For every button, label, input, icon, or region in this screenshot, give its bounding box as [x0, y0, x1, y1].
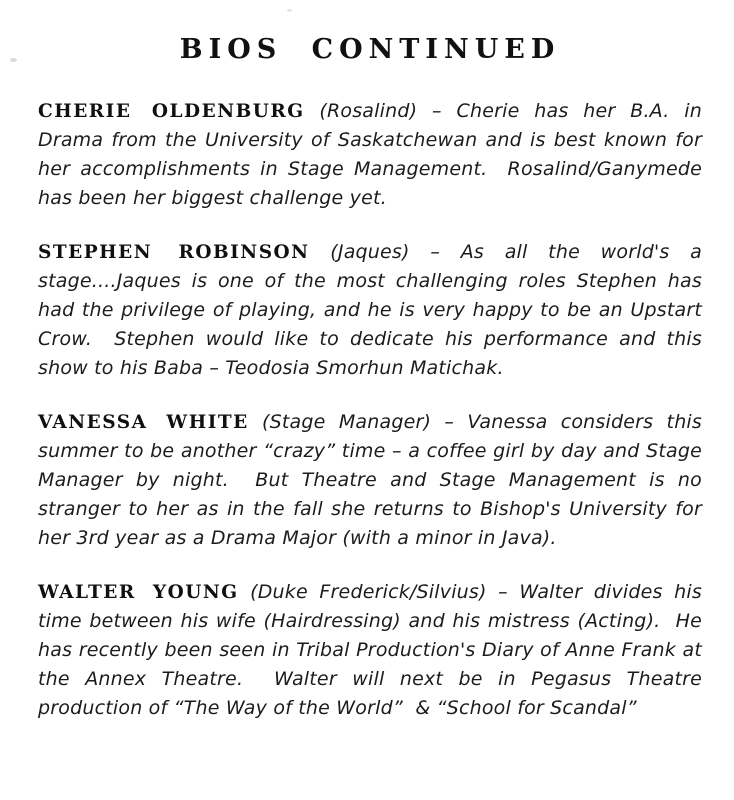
bio-entry-cherie-oldenburg [38, 97, 709, 213]
bio-role: (Jaques) [330, 241, 410, 263]
bio-name: VANESSA WHITE [38, 412, 249, 433]
bio-name: CHERIE OLDENBURG [38, 101, 305, 122]
bio-paragraph [38, 238, 709, 383]
bio-dash: – [430, 241, 441, 263]
bio-paragraph [38, 578, 709, 723]
bio-text: Vanessa considers this summer to be another “crazy” time – a coffee girl by day and Stage Manager by night. But Theatre and Stage Management is no stranger to her as in the fall she returns to Bishop's University for her 3rd year as a Drama Major (with a minor in Java). [38, 411, 709, 549]
bio-role: (Stage Manager) [262, 411, 432, 433]
bio-dash: – [444, 411, 455, 433]
bio-name: STEPHEN ROBINSON [38, 242, 310, 263]
bio-paragraph [38, 97, 709, 213]
bio-entry-stephen-robinson [38, 238, 709, 383]
bio-name: WALTER YOUNG [38, 582, 239, 603]
bio-entry-walter-young [38, 578, 709, 723]
scan-artifact [10, 58, 17, 62]
scan-artifact [287, 9, 292, 12]
bio-role: (Rosalind) [319, 100, 418, 122]
bio-paragraph [38, 408, 709, 553]
bio-text: As all the world's a stage....Jaques is one of the most challenging roles Stephen has had the privilege of playing, and he is very happy to be an Upstart Crow. Stephen would like to dedicate his performance and this show to his Baba – Teodosia Smorhun Matichak. [38, 241, 709, 379]
bio-role: (Duke Frederick/Silvius) [250, 581, 487, 603]
bio-dash: – [498, 581, 508, 603]
bio-text: Walter divides his time between his wife (Hairdressing) and his mistress (Acting). He has recently been seen in Tribal Production's Diary of Anne Frank at the Annex Theatre. Walter will next be in Pegasus Theatre production of “The Way of the World” & “School for Scandal” [38, 581, 709, 719]
bio-entry-vanessa-white [38, 408, 709, 553]
bio-text: Cherie has her B.A. in Drama from the University of Saskatchewan and is best known for her accomplishments in Stage Management. Rosalind/Ganymede has been her biggest challenge yet. [38, 100, 709, 209]
bio-dash: – [432, 100, 442, 122]
page-title: BIOS CONTINUED [179, 34, 561, 65]
